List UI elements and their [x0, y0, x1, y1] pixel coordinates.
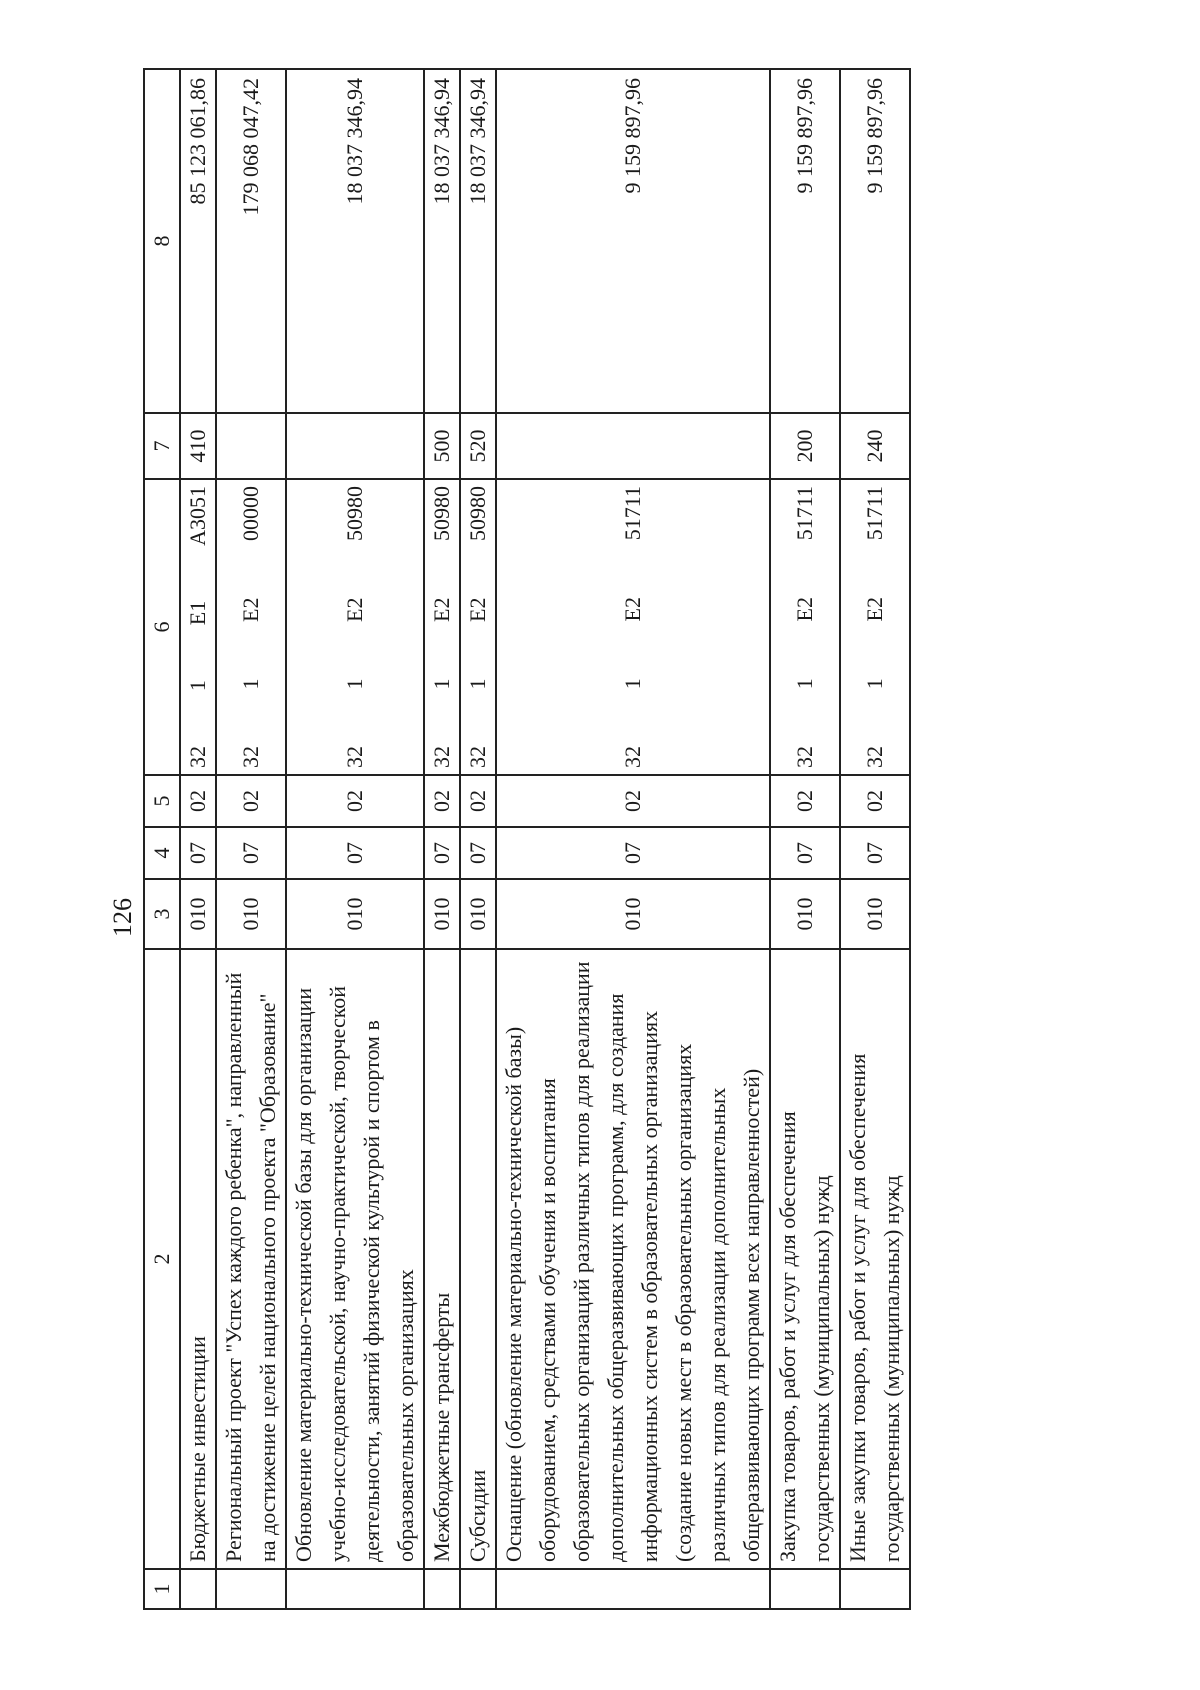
- budget-table: [143, 68, 911, 1610]
- csr-subprogram: 1: [792, 678, 817, 690]
- row-vr: 520: [460, 413, 496, 479]
- csr-subprogram: 1: [429, 678, 454, 690]
- csr-project: Е2: [465, 597, 490, 622]
- row-number-cell: [460, 1569, 496, 1609]
- table-row: [424, 69, 460, 1609]
- row-grbs: 010: [460, 879, 496, 949]
- row-vr: 410: [180, 413, 216, 479]
- csr-program: 32: [465, 746, 490, 768]
- row-number-cell: [840, 1569, 910, 1609]
- header-col-7: 7: [144, 413, 180, 479]
- csr-program: 32: [238, 746, 263, 768]
- row-pr: 02: [216, 775, 286, 827]
- row-pr: 02: [180, 775, 216, 827]
- row-vr: 200: [770, 413, 840, 479]
- row-grbs: 010: [496, 879, 770, 949]
- row-rz: 07: [496, 827, 770, 879]
- table-row: [180, 69, 216, 1609]
- row-vr: 240: [840, 413, 910, 479]
- row-sum: 9 159 897,96: [770, 69, 840, 413]
- csr-project: Е2: [238, 597, 263, 622]
- row-csr: [840, 479, 910, 775]
- csr-direction: 50980: [465, 486, 490, 541]
- header-col-4: 4: [144, 827, 180, 879]
- csr-direction: 50980: [429, 486, 454, 541]
- table-row: [216, 69, 286, 1609]
- row-csr: [770, 479, 840, 775]
- row-grbs: 010: [840, 879, 910, 949]
- csr-direction: 51711: [862, 486, 887, 541]
- csr-direction: 50980: [342, 486, 367, 541]
- row-sum: 85 123 061,86: [180, 69, 216, 413]
- csr-subprogram: 1: [185, 680, 210, 692]
- row-pr: 02: [460, 775, 496, 827]
- row-grbs: 010: [286, 879, 424, 949]
- csr-direction: А3051: [185, 486, 210, 546]
- header-col-1: 1: [144, 1569, 180, 1609]
- csr-program: 32: [792, 746, 817, 768]
- row-rz: 07: [770, 827, 840, 879]
- row-name: Бюджетные инвестиции: [180, 949, 216, 1569]
- row-number-cell: [424, 1569, 460, 1609]
- row-grbs: 010: [180, 879, 216, 949]
- row-name: Оснащение (обновление материально-технической базы) оборудованием, средствами обучения и воспитания образовательных организаций различных типов для реализации дополнительных общеразвивающих программ, для создания информационных систем в образовательных организациях (создание новых мест в образовательных организациях различных типов для реализации дополнительных общеразвивающих программ всех направленностей): [496, 949, 770, 1569]
- row-csr: [460, 479, 496, 775]
- csr-subprogram: 1: [620, 678, 645, 690]
- csr-project: Е2: [792, 596, 817, 622]
- table-row: [460, 69, 496, 1609]
- csr-program: 32: [862, 746, 887, 768]
- row-name: Субсидии: [460, 949, 496, 1569]
- row-vr: [216, 413, 286, 479]
- row-number-cell: [496, 1569, 770, 1609]
- header-col-8: 8: [144, 69, 180, 413]
- row-sum: 18 037 346,94: [286, 69, 424, 413]
- header-row: [144, 69, 180, 1609]
- row-csr: [180, 479, 216, 775]
- row-sum: 9 159 897,96: [840, 69, 910, 413]
- row-grbs: 010: [424, 879, 460, 949]
- csr-project: Е2: [342, 597, 367, 622]
- row-sum: 18 037 346,94: [424, 69, 460, 413]
- row-name: Региональный проект "Успех каждого ребенка", направленный на достижение целей национального проекта "Образование": [216, 949, 286, 1569]
- csr-program: 32: [185, 746, 210, 768]
- rotated-table-container: [143, 70, 1083, 1610]
- row-pr: 02: [424, 775, 460, 827]
- row-number-cell: [216, 1569, 286, 1609]
- row-pr: 02: [840, 775, 910, 827]
- row-pr: 02: [286, 775, 424, 827]
- row-csr: [286, 479, 424, 775]
- csr-project: Е1: [185, 600, 210, 626]
- header-col-3: 3: [144, 879, 180, 949]
- csr-direction: 00000: [238, 486, 263, 541]
- table-row: [770, 69, 840, 1609]
- row-number-cell: [770, 1569, 840, 1609]
- row-name: Иные закупки товаров, работ и услуг для обеспечения государственных (муниципальных) нужд: [840, 949, 910, 1569]
- row-grbs: 010: [770, 879, 840, 949]
- csr-project: Е2: [620, 596, 645, 622]
- csr-direction: 51711: [792, 486, 817, 541]
- row-name: Закупка товаров, работ и услуг для обеспечения государственных (муниципальных) нужд: [770, 949, 840, 1569]
- row-vr: [496, 413, 770, 479]
- row-number-cell: [286, 1569, 424, 1609]
- csr-project: Е2: [429, 597, 454, 622]
- row-rz: 07: [460, 827, 496, 879]
- csr-subprogram: 1: [465, 678, 490, 690]
- header-col-2: 2: [144, 949, 180, 1569]
- row-pr: 02: [770, 775, 840, 827]
- row-sum: 9 159 897,96: [496, 69, 770, 413]
- header-col-5: 5: [144, 775, 180, 827]
- csr-subprogram: 1: [238, 678, 263, 690]
- csr-program: 32: [620, 746, 645, 768]
- row-csr: [216, 479, 286, 775]
- page-number: 126: [108, 898, 137, 938]
- csr-project: Е2: [862, 596, 887, 622]
- row-sum: 179 068 047,42: [216, 69, 286, 413]
- csr-program: 32: [429, 746, 454, 768]
- row-rz: 07: [180, 827, 216, 879]
- csr-subprogram: 1: [862, 678, 887, 690]
- row-pr: 02: [496, 775, 770, 827]
- row-sum: 18 037 346,94: [460, 69, 496, 413]
- csr-direction: 51711: [620, 486, 645, 541]
- table-row: [840, 69, 910, 1609]
- row-rz: 07: [216, 827, 286, 879]
- row-name: Межбюджетные трансферты: [424, 949, 460, 1569]
- row-csr: [496, 479, 770, 775]
- csr-subprogram: 1: [342, 678, 367, 690]
- row-csr: [424, 479, 460, 775]
- row-name: Обновление материально-технической базы для организации учебно-исследовательской, научно-практической, творческой деятельности, занятий физической культурой и спортом в образовательных организациях: [286, 949, 424, 1569]
- table-row: [286, 69, 424, 1609]
- table-row: [496, 69, 770, 1609]
- row-grbs: 010: [216, 879, 286, 949]
- row-rz: 07: [424, 827, 460, 879]
- row-rz: 07: [286, 827, 424, 879]
- header-col-6: 6: [144, 479, 180, 775]
- row-number-cell: [180, 1569, 216, 1609]
- row-vr: [286, 413, 424, 479]
- row-vr: 500: [424, 413, 460, 479]
- csr-program: 32: [342, 746, 367, 768]
- row-rz: 07: [840, 827, 910, 879]
